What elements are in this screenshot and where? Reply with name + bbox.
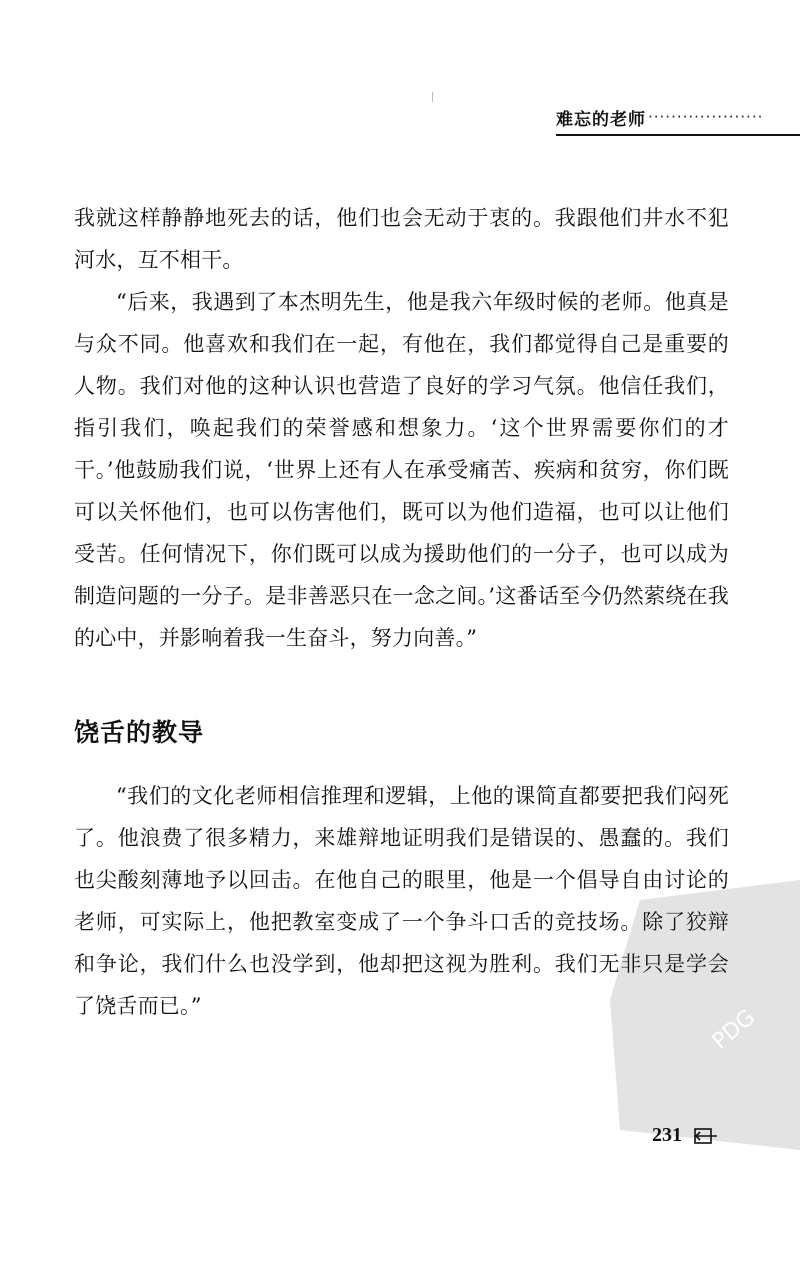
- running-header-title: 难忘的老师: [556, 109, 646, 130]
- watermark-text: PDG: [707, 1005, 761, 1055]
- page-number: 231: [652, 1124, 682, 1146]
- scan-tick-mark: [432, 92, 433, 102]
- section-1-body: [74, 197, 729, 659]
- paragraph: “后来，我遇到了本杰明先生，他是我六年级时候的老师。他真是与众不同。他喜欢和我们在一起，有他在，我们都觉得自己是重要的人物。我们对他的这种认识也营造了良好的学习气氛。他信任我们，指引我们，唤起我们的荣誉感和想象力。‘这个世界需要你们的才干。’他鼓励我们说，‘世界上还有人在承受痛苦、疾病和贫穷，你们既可以关怀他们，也可以伤害他们，既可以为他们造福，也可以让他们受苦。任何情况下，你们既可以成为援助他们的一分子，也可以成为制造问题的一分子。是非善恶只在一念之间。’这番话至今仍然萦绕在我的心中，并影响着我一生奋斗，努力向善。”: [74, 290, 729, 650]
- pdg-watermark-seal: [600, 880, 800, 1150]
- running-header: [556, 102, 800, 132]
- paragraph: “我们的文化老师相信推理和逻辑，上他的课简直都要把我们闷死了。他浪费了很多精力，来雄辩地证明我们是错误的、愚蠢的。我们也尖酸刻薄地予以回击。在他自己的眼里，他是一个倡导自由讨论的老师，可实际上，他把教室变成了一个争斗口舌的竞技场。除了狡辩和争论，我们什么也没学到，他却把这视为胜利。我们无非只是学会了饶舌而已。”: [74, 784, 729, 1018]
- paragraph: 我就这样静静地死去的话，他们也会无动于衷的。我跟他们井水不犯河水，互不相干。: [74, 206, 729, 272]
- header-rule: [556, 134, 800, 136]
- page-arrow-icon: [694, 1128, 718, 1144]
- running-header-dots: ····················: [648, 108, 764, 126]
- section-heading: 饶舌的教导: [74, 718, 205, 747]
